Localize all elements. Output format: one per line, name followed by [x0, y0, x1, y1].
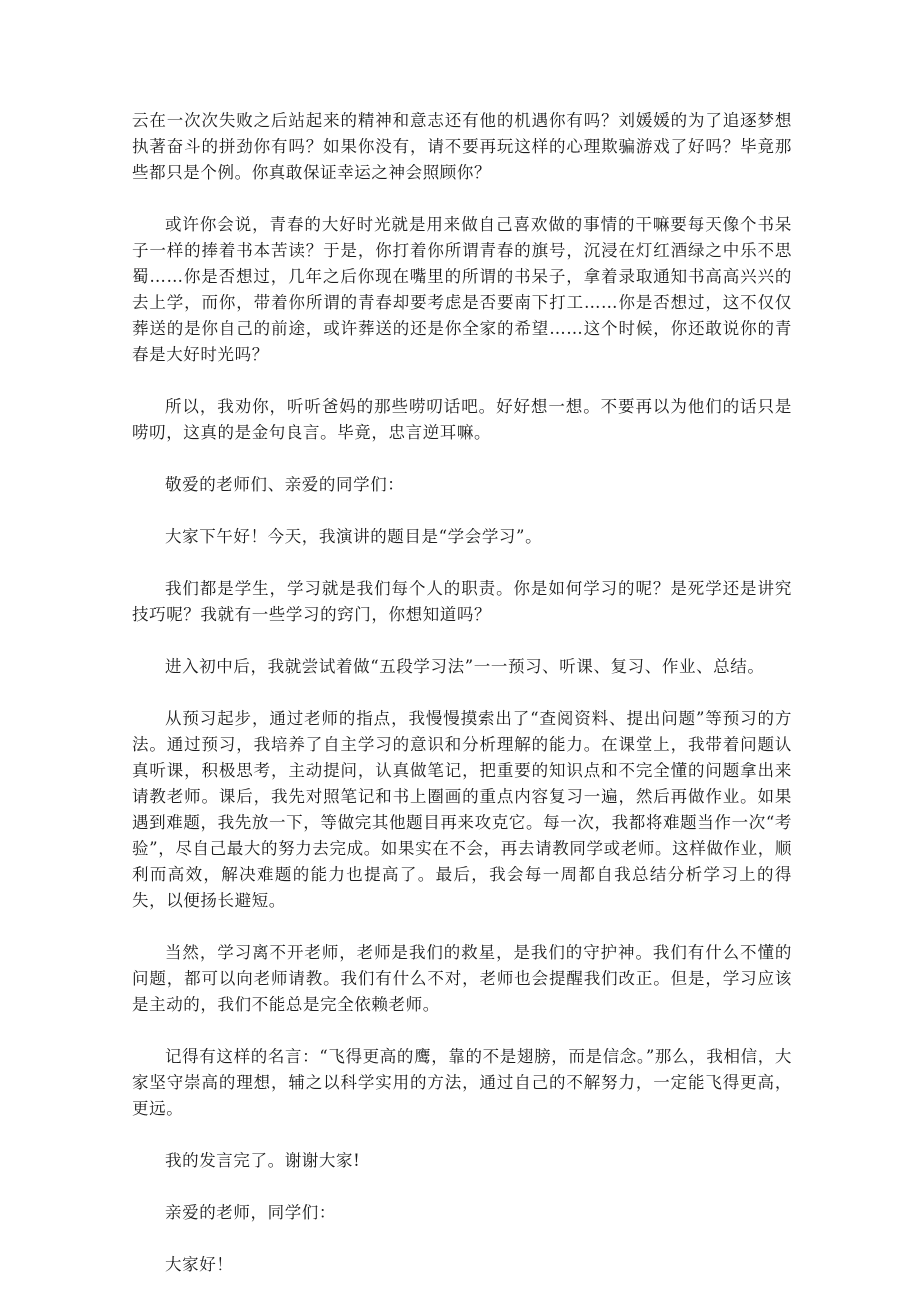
paragraph-hello: 大家好！ [165, 1255, 234, 1274]
paragraph-method-details: 从预习起步，通过老师的指点，我慢慢摸索出了“查阅资料、提出问题”等预习的方法。通过预习，我培养了自主学习的意识和分析理解的能力。在课堂上，我带着问题认真听课，积极思考，主动提问，认真做笔记，把重要的知识点和不完全懂的问题拿出来请教老师。课后，我先对照笔记和书上圈画的重点内容复习一遍，然后再做作业。如果遇到难题，我先放一下，等做完其他题目再来攻克它。每一次，我都将难题当作一次“考验”，尽自己最大的努力去完成。如果实在不会，再去请教同学或老师。这样做作业，顺利而高效，解决难题的能力也提高了。最后，我会每一周都自我总结分析学习上的得失，以便扬长避短。 [132, 709, 792, 910]
paragraph-advice: 所以，我劝你，听听爸妈的那些唠叨话吧。好好想一想。不要再以为他们的话只是唠叨，这真的是金句良言。毕竟，忠言逆耳嘛。 [132, 397, 792, 442]
paragraph-new-salutation: 亲爱的老师，同学们： [165, 1203, 336, 1222]
document-body [132, 108, 792, 1304]
paragraph-continuation: 云在一次次失败之后站起来的精神和意志还有他的机遇你有吗？刘媛媛的为了追逐梦想执著奋斗的拼劲你有吗？如果你没有，请不要再玩这样的心理欺骗游戏了好吗？毕竟那些都只是个例。你真敢保证幸运之神会照顾你？ [132, 111, 792, 182]
paragraph-greeting-topic: 大家下午好！今天，我演讲的题目是“学会学习”。 [165, 527, 543, 546]
paragraph-quote: 记得有这样的名言：“飞得更高的鹰，靠的不是翅膀，而是信念。”那么，我相信，大家坚守崇高的理想，辅之以科学实用的方法，通过自己的不解努力，一定能飞得更高，更远。 [132, 1047, 792, 1118]
paragraph-salutation: 敬爱的老师们、亲爱的同学们： [165, 475, 405, 494]
paragraph-youth-argument: 或许你会说，青春的大好时光就是用来做自己喜欢做的事情的干嘛要每天像个书呆子一样的捧着书本苦读？于是，你打着你所谓青春的旗号，沉浸在灯红酒绿之中乐不思蜀……你是否想过，几年之后你现在嘴里的所谓的书呆子，拿着录取通知书高高兴兴的去上学，而你，带着你所谓的青春却要考虑是否要南下打工……你是否想过，这不仅仅葬送的是你自己的前途，或许葬送的还是你全家的希望……这个时候，你还敢说你的青春是大好时光吗？ [132, 215, 792, 364]
paragraph-question: 我们都是学生，学习就是我们每个人的职责。你是如何学习的呢？是死学还是讲究技巧呢？我就有一些学习的窍门，你想知道吗？ [132, 579, 792, 624]
paragraph-closing: 我的发言完了。谢谢大家! [165, 1151, 361, 1170]
paragraph-teachers: 当然，学习离不开老师，老师是我们的救星，是我们的守护神。我们有什么不懂的问题，都可以向老师请教。我们有什么不对，老师也会提醒我们改正。但是，学习应该是主动的，我们不能总是完全依赖老师。 [132, 943, 792, 1014]
paragraph-five-step-method: 进入初中后，我就尝试着做“五段学习法”一一预习、听课、复习、作业、总结。 [165, 657, 765, 676]
